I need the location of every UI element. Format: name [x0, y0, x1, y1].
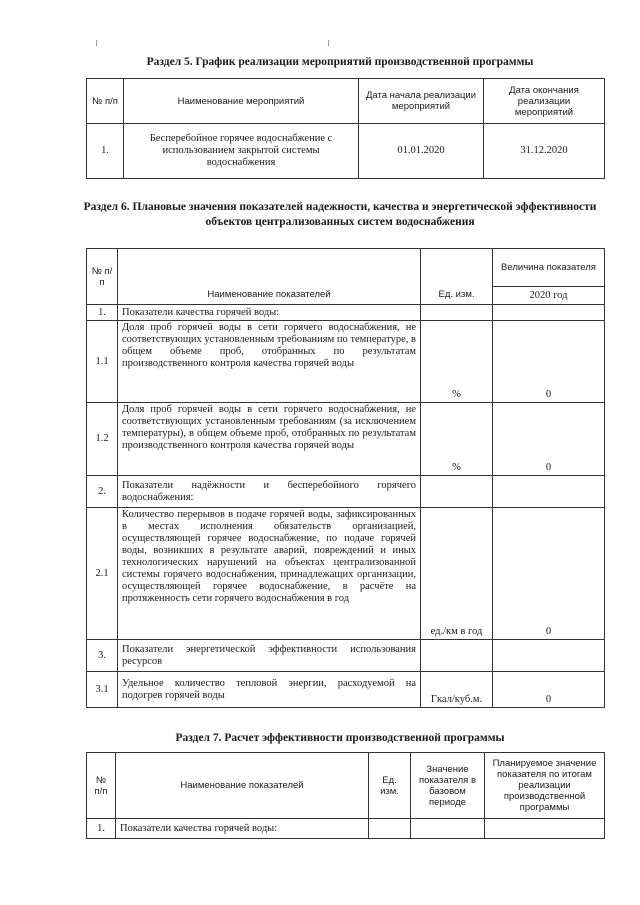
row-value: 0 [493, 508, 605, 640]
scan-mark [96, 40, 97, 46]
row-planned [485, 819, 605, 839]
table-row [87, 305, 605, 321]
row-unit [369, 819, 411, 839]
header-planned: Планируемое значение показателя по итогам реализации производственной программы [485, 753, 605, 819]
section6-title: Раздел 6. Плановые значения показателей надежности, качества и энергетической эффективности объектов централизованных систем водоснабжения [83, 201, 597, 228]
header-num: № п/п [87, 249, 118, 305]
row-unit: ед./км в год [421, 508, 493, 640]
row-name: Показатели энергетической эффективности использования ресурсов [118, 640, 421, 672]
row-end: 31.12.2020 [484, 124, 605, 179]
scan-mark [328, 40, 329, 46]
row-value [493, 640, 605, 672]
section5-table [86, 78, 605, 179]
section5-title: Раздел 5. График реализации мероприятий производственной программы [146, 56, 534, 68]
header-base: Значение показателя в базовом периоде [411, 753, 485, 819]
row-num: 2. [87, 476, 118, 508]
header-name: Наименование показателей [118, 249, 421, 305]
row-num: 1. [87, 305, 118, 321]
header-name: Наименование мероприятий [124, 79, 359, 124]
header-start: Дата начала реализации мероприятий [359, 79, 484, 124]
header-num: № п/п [87, 79, 124, 124]
row-unit [421, 305, 493, 321]
row-unit: % [421, 321, 493, 403]
row-unit [421, 476, 493, 508]
row-value [493, 476, 605, 508]
section7-title: Раздел 7. Расчет эффективности производственной программы [175, 732, 505, 744]
section7-table [86, 752, 605, 839]
table-row [87, 321, 605, 403]
table-row [87, 819, 605, 839]
row-name: Доля проб горячей воды в сети горячего водоснабжения, не соответствующих установленным требованиям по температуре, в общем объеме проб, отобранных по результатам производственного контроля качества горячей воды [118, 321, 421, 403]
section6-table [86, 248, 605, 708]
row-value [493, 305, 605, 321]
table-row [87, 672, 605, 708]
row-name: Количество перерывов в подаче горячей воды, зафиксированных в местах исполнения обязательств организацией, осуществляющей горячее водоснабжение, по подаче горячей воды, возникших в результате аварий, повреждений и иных технологических нарушений на объектах централизованной системы горячего водоснабжения, принадлежащих организации, осуществляющей горячее водоснабжение, в расчёте на протяженность сети горячего водоснабжения в год [118, 508, 421, 640]
row-value: 0 [493, 321, 605, 403]
header-unit: Ед. изм. [421, 249, 493, 305]
header-name: Наименование показателей [116, 753, 369, 819]
row-name: Показатели надёжности и бесперебойного горячего водоснабжения: [118, 476, 421, 508]
row-unit: Гкал/куб.м. [421, 672, 493, 708]
row-value: 0 [493, 672, 605, 708]
table-header-row [87, 79, 605, 124]
row-name: Удельное количество тепловой энергии, расходуемой на подогрев горячей воды [118, 672, 421, 708]
header-value: Величина показателя [493, 249, 605, 287]
header-unit: Ед. изм. [369, 753, 411, 819]
row-unit: % [421, 403, 493, 476]
row-num: 1.2 [87, 403, 118, 476]
row-name: Показатели качества горячей воды: [116, 819, 369, 839]
row-num: 1.1 [87, 321, 118, 403]
row-num: 1. [87, 124, 124, 179]
table-row [87, 476, 605, 508]
table-row [87, 508, 605, 640]
table-row [87, 640, 605, 672]
table-header-row [87, 753, 605, 819]
row-num: 3.1 [87, 672, 118, 708]
row-name: Доля проб горячей воды в сети горячего водоснабжения, не соответствующих установленным требованиям (за исключением температуры), в общем объеме проб, отобранных по результатам производственного контроля качества горячей воды [118, 403, 421, 476]
row-num: 2.1 [87, 508, 118, 640]
row-base [411, 819, 485, 839]
row-num: 3. [87, 640, 118, 672]
header-year: 2020 год [493, 287, 605, 305]
row-name: Показатели качества горячей воды: [118, 305, 421, 321]
row-name: Бесперебойное горячее водоснабжение с использованием закрытой системы водоснабжения [124, 124, 359, 179]
row-value: 0 [493, 403, 605, 476]
table-row [87, 403, 605, 476]
row-num: 1. [87, 819, 116, 839]
row-start: 01.01.2020 [359, 124, 484, 179]
table-row [87, 124, 605, 179]
table-header-row [87, 249, 605, 287]
header-end: Дата окончания реализации мероприятий [484, 79, 605, 124]
header-num: № п/п [87, 753, 116, 819]
row-unit [421, 640, 493, 672]
